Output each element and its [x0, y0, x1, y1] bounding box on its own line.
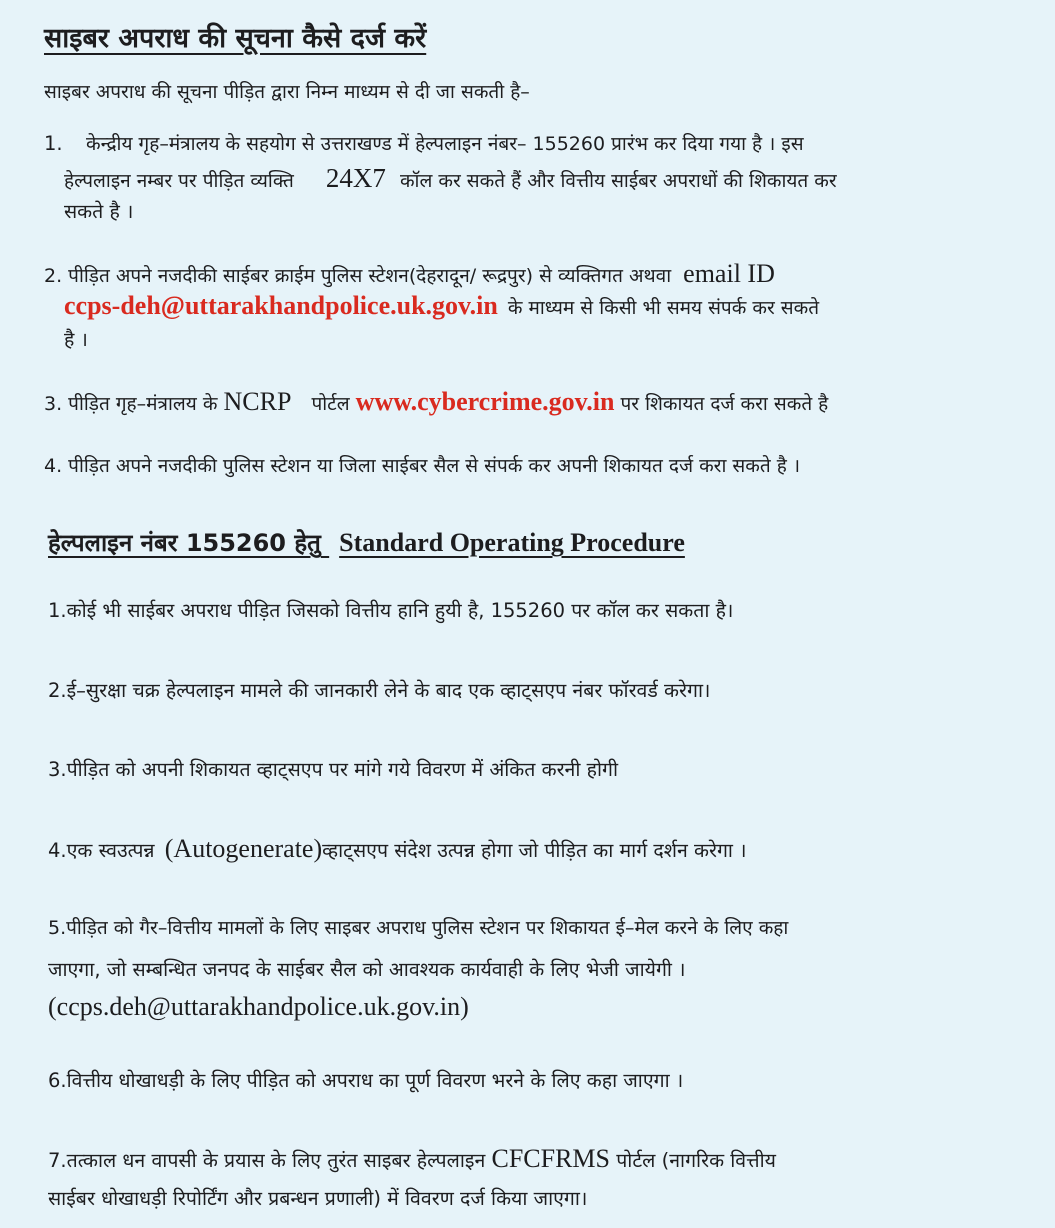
- sop-step-7-a3: पोर्टल (नागरिक वित्तीय: [616, 1149, 776, 1172]
- item-2-line-1-a: 2. पीड़ित अपने नजदीकी साईबर क्राईम पुलिस स्टेशन(देहरादून/ रूद्रपुर) से व्यक्तिगत अथवा: [44, 265, 672, 287]
- sop-step-4-autogenerate: (Autogenerate): [164, 834, 323, 863]
- sop-step-6: 6.वित्तीय धोखाधड़ी के लिए पीड़ित को अपराध का पूर्ण विवरण भरने के लिए कहा जाएगा ।: [48, 1069, 684, 1092]
- item-3-ncrp: NCRP: [223, 387, 292, 416]
- item-2-line-2: [64, 289, 819, 325]
- item-3-url-link[interactable]: www.cybercrime.gov.in: [355, 387, 615, 416]
- item-1-24x7: 24X7: [325, 163, 386, 193]
- sop-step-4: [48, 834, 747, 864]
- sop-step-1: 1.कोई भी साईबर अपराध पीड़ित जिसको वित्तीय हानि हुयी है, 155260 पर कॉल कर सकता है।: [48, 599, 734, 622]
- sop-step-5-email[interactable]: (ccps.deh@uttarakhandpolice.uk.gov.in): [48, 992, 469, 1021]
- sop-step-2: 2.ई–सुरक्षा चक्र हेल्पलाइन मामले की जानकारी लेने के बाद एक व्हाट्सएप नंबर फॉरवर्ड करेगा।: [48, 679, 711, 702]
- item-1-number: 1.: [44, 132, 63, 155]
- item-2-email-id-label: email ID: [683, 259, 775, 288]
- sop-step-3: 3.पीड़ित को अपनी शिकायत व्हाट्सएप पर मांगे गये विवरण में अंकित करनी होगी: [48, 758, 619, 781]
- item-1-line-1: केन्द्रीय गृह–मंत्रालय के सहयोग से उत्तराखण्ड में हेल्पलाइन नंबर– 155260 प्रारंभ कर दिया गया है । इस: [86, 133, 804, 155]
- sop-step-4-c: व्हाट्सएप संदेश उत्पन्न होगा जो पीड़ित का मार्ग दर्शन करेगा ।: [322, 839, 747, 862]
- item-3-line: [44, 385, 828, 421]
- item-4-line: 4. पीड़ित अपने नजदीकी पुलिस स्टेशन या जिला साईबर सैल से संपर्क कर अपनी शिकायत दर्ज करा सकते है ।: [44, 455, 801, 477]
- sop-heading: [48, 526, 685, 559]
- sop-step-7-cfcfrms: CFCFRMS: [491, 1144, 611, 1173]
- item-2-line-1: [44, 257, 775, 293]
- page-title: साइबर अपराध की सूचना कैसे दर्ज करें: [44, 23, 427, 54]
- sop-heading-hindi: हेल्पलाइन नंबर 155260 हेतु: [48, 529, 321, 557]
- item-1-line-3: सकते है ।: [64, 200, 134, 223]
- item-2-line-3: है ।: [64, 328, 88, 351]
- sop-step-7-line-1: [48, 1144, 776, 1174]
- sop-step-5-line-2: जाएगा, जो सम्बन्धित जनपद के साईबर सैल को आवश्यक कार्यवाही के लिए भेजी जायेगी ।: [48, 958, 686, 981]
- item-1-line-2-c: कॉल कर सकते हैं और वित्तीय साईबर अपराधों की शिकायत कर: [399, 170, 837, 192]
- item-2-line-2-b: के माध्यम से किसी भी समय संपर्क कर सकते: [507, 297, 820, 319]
- sop-step-4-a: 4.एक स्वउत्पन्न: [48, 839, 155, 862]
- item-2-email-link[interactable]: ccps-deh@uttarakhandpolice.uk.gov.in: [64, 291, 498, 320]
- intro-text: साइबर अपराध की सूचना पीड़ित द्वारा निम्न माध्यम से दी जा सकती है–: [44, 81, 530, 103]
- item-3-c: पोर्टल: [311, 393, 350, 415]
- item-1-line-2: [64, 161, 837, 198]
- sop-step-7-a1: 7.तत्काल धन वापसी के प्रयास के लिए तुरंत साइबर हेल्पलाइन: [48, 1149, 486, 1172]
- sop-heading-english: Standard Operating Procedure: [339, 528, 685, 557]
- item-3-a: 3. पीड़ित गृह–मंत्रालय के: [44, 393, 218, 415]
- item-1-line-2-a: हेल्पलाइन नम्बर पर पीड़ित व्यक्ति: [64, 170, 294, 192]
- sop-step-7-line-2: साईबर धोखाधड़ी रिपोर्टिंग और प्रबन्धन प्रणाली) में विवरण दर्ज किया जाएगा।: [48, 1187, 588, 1210]
- item-3-d: पर शिकायत दर्ज करा सकते है: [620, 393, 829, 415]
- sop-step-5-line-1: 5.पीड़ित को गैर–वित्तीय मामलों के लिए साइबर अपराध पुलिस स्टेशन पर शिकायत ई–मेल करने के लिए कहा: [48, 917, 789, 939]
